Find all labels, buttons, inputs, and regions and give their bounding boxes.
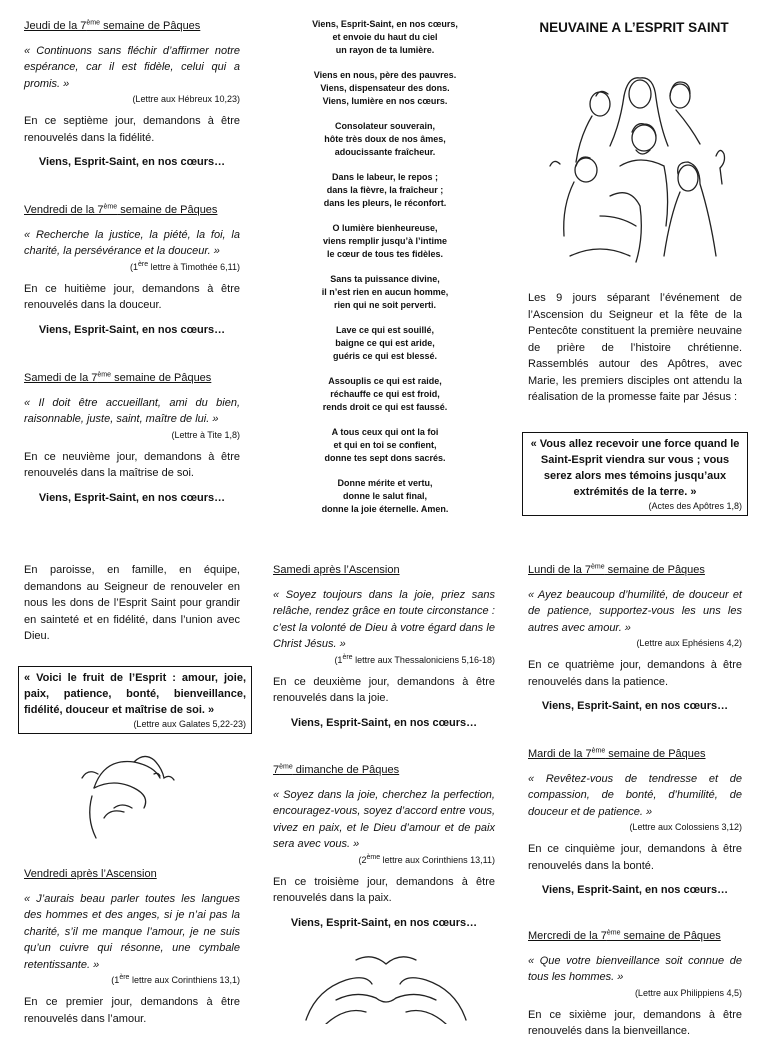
scripture-quote: « Ayez beaucoup d’humilité, de douceur et de patience, supportez-vous les uns les autres avec amour. » — [528, 588, 742, 634]
poem-line: Viens, lumière en nos cœurs. — [322, 96, 448, 106]
section-mardi-7 — [528, 746, 742, 899]
day-intention: En ce troisième jour, demandons à être renouvelés dans la paix. — [273, 875, 495, 904]
poem-line: guéris ce qui est blessé. — [332, 351, 438, 361]
galates-quote-box — [18, 666, 252, 734]
poem-stanza — [290, 375, 480, 414]
poem-line: rien qui ne soit perverti. — [333, 300, 437, 310]
section-dimanche-7 — [273, 762, 495, 931]
poem-line: viens remplir jusqu’à l’intime — [322, 236, 448, 246]
poem-line: dans les pleurs, le réconfort. — [323, 198, 447, 208]
section-heading: Jeudi de la 7ème semaine de Pâques — [24, 19, 201, 32]
poem-stanza — [290, 477, 480, 516]
poem-line: Assouplis ce qui est raide, — [328, 376, 442, 386]
scripture-quote: « Soyez dans la joie, cherchez la perfection, encouragez-vous, soyez d’accord entre vous, vivez en paix, et le Dieu d’amour et de paix sera avec vous. » — [273, 788, 495, 850]
section-heading: Mardi de la 7ème semaine de Pâques — [528, 747, 706, 760]
intro-paragraph: Les 9 jours séparant l’événement de l’Ascension du Seigneur et la fête de la Pentecôte constituent la première neuvaine de prière de l’histoire chrétienne. Rassemblés autour des Apôtres, avec Marie, les premiers disciples ont attendu la réalisation de la promesse faite par Jésus : — [528, 292, 742, 403]
hands-circle-icon — [296, 950, 476, 1024]
poem-line: un rayon de ta lumière. — [335, 45, 435, 55]
poem-stanza — [290, 222, 480, 261]
refrain: Viens, Esprit-Saint, en nos cœurs… — [290, 916, 478, 929]
poem-stanza — [290, 273, 480, 312]
poem-line: le cœur de tous tes fidèles. — [326, 249, 444, 259]
section-vendredi-7 — [24, 202, 240, 338]
poem-line: Viens en nous, père des pauvres. — [313, 70, 457, 80]
poem-stanza — [290, 120, 480, 159]
poem-line: il n’est rien en aucun homme, — [321, 287, 449, 297]
poem-line: Consolateur souverain, — [334, 121, 436, 131]
parish-paragraph: En paroisse, en famille, en équipe, demandons au Seigneur de renouveler en nous les dons de l’Esprit Saint pour grandir en sainteté et en fidélité, dans l’union avec Dieu. — [24, 564, 240, 642]
refrain: Viens, Esprit-Saint, en nos cœurs… — [38, 323, 226, 336]
column-3-intro — [528, 290, 742, 406]
poem-stanza — [290, 18, 480, 57]
section-samedi-7 — [24, 370, 240, 506]
section-heading: Lundi de la 7ème semaine de Pâques — [528, 563, 705, 576]
dove-icon — [74, 748, 184, 848]
poem-line: baigne ce qui est aride, — [335, 338, 435, 348]
day-intention: En ce septième jour, demandons à être renouvelés dans la fidélité. — [24, 115, 240, 144]
poem-line: réchauffe ce qui est froid, — [330, 389, 440, 399]
scripture-quote: « Que votre bienveillance soit connue de tous les hommes. » — [528, 954, 742, 983]
poem-line: donne tes sept dons sacrés. — [324, 453, 446, 463]
poem-stanza — [290, 69, 480, 108]
section-heading: Samedi de la 7ème semaine de Pâques — [24, 371, 212, 384]
scripture-quote: « Recherche la justice, la piété, la foi, la charité, la persévérance et la douceur. » — [24, 228, 240, 257]
scripture-reference: (Lettre aux Hébreux 10,23) — [132, 94, 240, 104]
poem-line: et qui en toi se confient, — [333, 440, 437, 450]
poem-line: hôte très doux de nos âmes, — [324, 134, 446, 144]
section-heading: Mercredi de la 7ème semaine de Pâques — [528, 929, 721, 942]
refrain: Viens, Esprit-Saint, en nos cœurs… — [290, 716, 478, 729]
acts-quote: « Vous allez recevoir une force quand le Saint-Esprit viendra sur vous ; vous serez alors mes témoins jusqu’aux extrémités de la terre. » — [530, 438, 740, 498]
day-intention: En ce sixième jour, demandons à être renouvelés dans la bienveillance. — [528, 1008, 742, 1037]
column-1-bottom — [24, 562, 240, 653]
scripture-reference: (Lettre aux Philippiens 4,5) — [634, 987, 742, 998]
section-heading: Samedi après l’Ascension — [273, 564, 400, 576]
poem-line: O lumière bienheureuse, — [332, 223, 438, 233]
day-intention: En ce neuvième jour, demandons à être renouvelés dans la maîtrise de soi. — [24, 450, 240, 479]
veni-sancte-spiritus-poem — [290, 18, 480, 528]
scripture-quote: « J’aurais beau parler toutes les langues des hommes et des anges, si je n’ai pas la charité, s’il me manque l’amour, je ne suis qu’un cuivre qui résonne, une cymbale retentissante. » — [24, 892, 240, 971]
scripture-reference: (Lettre aux Ephésiens 4,2) — [636, 638, 742, 648]
section-heading: Vendredi de la 7ème semaine de Pâques — [24, 203, 218, 216]
galates-reference: (Lettre aux Galates 5,22-23) — [133, 719, 246, 729]
apostles-illustration-icon — [540, 66, 740, 266]
scripture-reference: (1ère lettre à Timothée 6,11) — [129, 260, 240, 272]
section-vendredi-ascension — [24, 866, 240, 1035]
scripture-reference: (Lettre aux Colossiens 3,12) — [629, 822, 742, 832]
scripture-reference: (Lettre à Tite 1,8) — [171, 429, 240, 440]
scripture-quote: « Revêtez-vous de tendresse et de compassion, de bonté, d’humilité, de douceur et de patience. » — [528, 772, 742, 818]
day-intention: En ce premier jour, demandons à être renouvelés dans l’amour. — [24, 996, 240, 1025]
section-lundi-7 — [528, 562, 742, 715]
refrain: Viens, Esprit-Saint, en nos cœurs… — [541, 700, 729, 712]
page-title: NEUVAINE A L’ESPRIT SAINT — [539, 20, 729, 35]
poem-stanza — [290, 171, 480, 210]
scripture-quote: « Il doit être accueillant, ami du bien, raisonnable, juste, saint, maître de lui. » — [24, 396, 240, 425]
section-heading: 7ème dimanche de Pâques — [273, 763, 400, 776]
day-intention: En ce huitième jour, demandons à être renouvelés dans la douceur. — [24, 282, 240, 311]
refrain: Viens, Esprit-Saint, en nos cœurs… — [38, 491, 226, 504]
scripture-quote: « Continuons sans fléchir d’affirmer notre espérance, car il est fidèle, celui qui a promis. » — [24, 44, 240, 90]
acts-reference: (Actes des Apôtres 1,8) — [648, 501, 742, 511]
poem-line: Dans le labeur, le repos ; — [331, 172, 439, 182]
refrain: Viens, Esprit-Saint, en nos cœurs… — [541, 884, 729, 896]
section-mercredi-7 — [528, 928, 742, 1048]
poem-line: Sans ta puissance divine, — [330, 274, 440, 284]
scripture-reference: (1ère lettre aux Corinthiens 13,1) — [111, 974, 240, 985]
poem-line: A tous ceux qui ont la foi — [331, 427, 439, 437]
day-intention: En ce quatrième jour, demandons à être renouvelés dans la patience. — [528, 659, 742, 688]
galates-quote: « Voici le fruit de l’Esprit : amour, joie, paix, patience, bonté, bienveillance, fidélité, douceur et maîtrise de soi. » — [24, 672, 246, 716]
poem-stanza — [290, 324, 480, 363]
poem-line: donne le salut final, — [342, 491, 427, 501]
poem-line: Viens, dispensateur des dons. — [320, 83, 450, 93]
poem-stanza — [290, 426, 480, 465]
poem-line: adoucissante fraîcheur. — [334, 147, 436, 157]
scripture-reference: (2ème lettre aux Corinthiens 13,11) — [358, 853, 495, 865]
section-samedi-ascension — [273, 562, 495, 731]
poem-line: Viens, Esprit-Saint, en nos cœurs, — [312, 19, 458, 29]
poem-line: Donne mérite et vertu, — [337, 478, 433, 488]
scripture-quote: « Soyez toujours dans la joie, priez sans relâche, rendez grâce en toute circonstance : c’est la volonté de Dieu à votre égard dans le Christ Jésus. » — [273, 588, 495, 650]
poem-line: rends droit ce qui est faussé. — [322, 402, 448, 412]
poem-line: et envoie du haut du ciel — [332, 32, 438, 42]
refrain: Viens, Esprit-Saint, en nos cœurs… — [38, 156, 226, 168]
day-intention: En ce cinquième jour, demandons à être renouvelés dans la bonté. — [528, 843, 742, 872]
poem-line: donne la joie éternelle. Amen. — [321, 504, 449, 514]
section-heading: Vendredi après l’Ascension — [24, 868, 157, 880]
section-jeudi — [24, 18, 240, 171]
poem-line: dans la fièvre, la fraîcheur ; — [326, 185, 444, 195]
poem-line: Lave ce qui est souillé, — [335, 325, 435, 335]
scripture-reference: (1ère lettre aux Thessaloniciens 5,16-18) — [334, 653, 495, 665]
acts-quote-box — [522, 432, 748, 516]
day-intention: En ce deuxième jour, demandons à être renouvelés dans la joie. — [273, 675, 495, 704]
